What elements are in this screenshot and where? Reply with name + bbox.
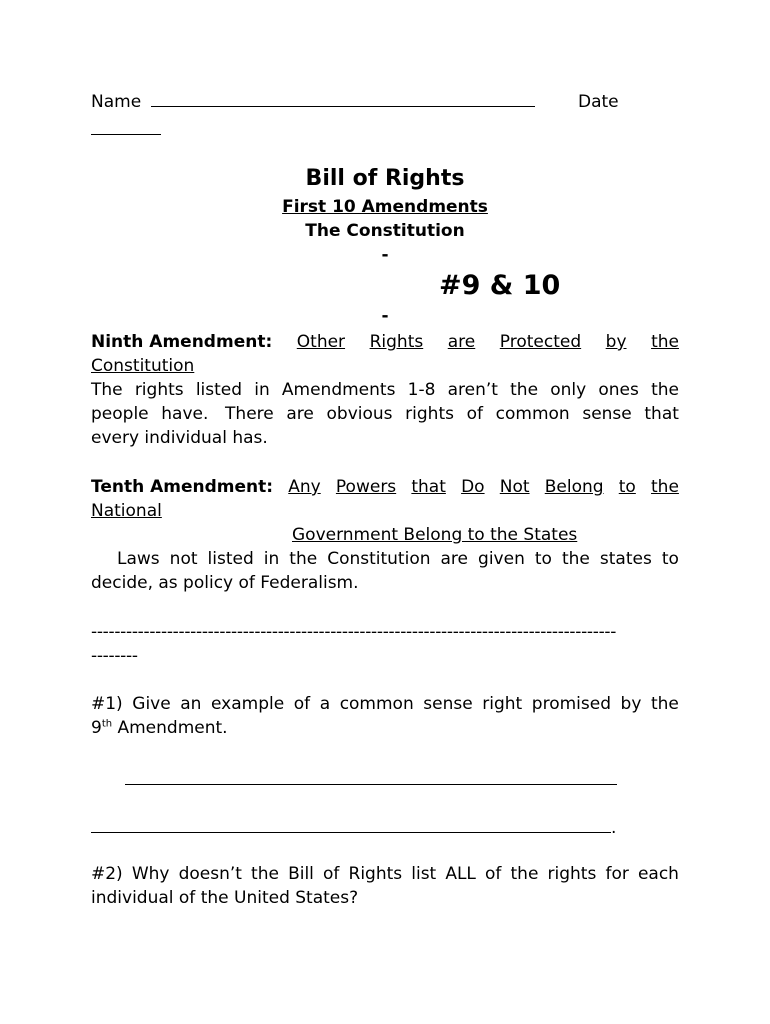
word: the [651,380,679,400]
ninth-topic-word: Rights [369,332,424,352]
separator-line-cont: -------- [91,646,138,666]
word: rights [405,404,454,424]
word: Laws [117,549,160,569]
word: the [510,380,539,400]
word: listed [207,549,254,569]
word: #1) [91,694,123,714]
tenth-heading-row [91,477,679,497]
word: rights [547,864,597,884]
amendment-number: #9 & 10 [439,270,561,301]
page-subtitle: First 10 Amendments [282,197,488,217]
tenth-heading: Tenth Amendment: [91,477,274,497]
word: that [644,404,679,424]
word: of [466,404,484,424]
word: #2) [91,864,123,884]
word: to [661,549,679,569]
word: to [534,549,552,569]
word: The [91,380,123,400]
word: the [289,549,318,569]
word: example [211,694,285,714]
word: common [495,404,570,424]
tenth-topic-word: Powers [335,477,397,497]
word: Constitution [327,549,431,569]
word: sense [582,404,632,424]
worksheet-page [91,0,679,1024]
name-label: Name [91,92,142,112]
word: an [180,694,202,714]
word: the [510,864,539,884]
word: Rights [348,864,403,884]
word: list [411,864,437,884]
tenth-topic-word: Any [288,477,321,497]
answer-1-line-a[interactable] [125,770,617,790]
separator-line: ------------------------------------------------------------------------------------------ [91,622,617,642]
word: a [319,694,331,714]
word: of [485,864,502,884]
date-label: Date [578,92,619,112]
word: not [169,549,198,569]
word: the [251,864,279,884]
question-2-line [91,864,679,884]
word: There [225,404,274,424]
word: of [293,694,311,714]
word: sense [423,694,473,714]
title-dash-bottom: - [381,306,389,326]
word: states [599,549,652,569]
word: Amendments [281,380,396,400]
ninth-topic-word: Other [296,332,346,352]
ordinal-number: 9 [91,718,102,738]
word: of [323,864,340,884]
ninth-topic-word: by [605,332,627,352]
ordinal-suffix: th [101,718,113,730]
word: given [478,549,525,569]
word: the [650,694,679,714]
word: 1-8 [407,380,436,400]
tenth-body-line [117,549,679,569]
tenth-topic-word: Belong [544,477,604,497]
tenth-topic-word: the [651,477,679,497]
word: common [339,694,414,714]
question-1-line2 [91,718,228,738]
page-source: The Constitution [305,221,465,241]
tenth-topic-word: that [411,477,446,497]
answer-period: . [611,818,617,838]
question-2-line2: individual of the United States? [91,888,359,908]
word: are [286,404,314,424]
word: Why [131,864,170,884]
tenth-topic-word: Not [499,477,530,497]
amendment-word: Amendment. [112,718,228,738]
word: each [637,864,679,884]
answer-blank[interactable] [91,831,611,833]
word: are [440,549,469,569]
word: ones [598,380,639,400]
answer-1-line-b[interactable] [91,818,616,838]
word: Bill [288,864,314,884]
ninth-topic-word: Protected [499,332,582,352]
word: listed [195,380,243,400]
page-title: Bill of Rights [305,166,465,191]
ninth-body-line [91,380,679,400]
date-row [91,120,161,140]
word: rights [134,380,184,400]
word: have. [161,404,209,424]
word: Give [132,694,171,714]
ninth-body-last: every individual has. [91,428,268,448]
word: by [620,694,642,714]
ninth-topic-word: the [651,332,679,352]
tenth-topic-line2: Government Belong to the States [292,525,578,545]
ninth-heading: Ninth Amendment: [91,332,273,352]
word: promised [531,694,611,714]
name-blank[interactable] [151,105,535,107]
word: people [91,404,149,424]
word: in [263,549,280,569]
tenth-topic-word: Do [461,477,485,497]
tenth-topic-cont: National [91,501,162,521]
word: aren’t [447,380,498,400]
word: doesn’t [178,864,242,884]
name-row [91,92,535,112]
word: for [605,864,629,884]
ninth-body-line [91,404,679,424]
word: ALL [445,864,476,884]
question-1-line [91,694,679,714]
tenth-topic-word: to [618,477,636,497]
word: the [561,549,590,569]
word: in [254,380,270,400]
title-dash-top: - [381,245,389,265]
ninth-topic-cont: Constitution [91,356,195,376]
tenth-body-last: decide, as policy of Federalism. [91,573,359,593]
ninth-heading-row [91,332,679,352]
word: right [482,694,523,714]
word: obvious [326,404,393,424]
word: only [550,380,587,400]
answer-blank[interactable] [125,783,617,785]
ninth-topic-word: are [447,332,476,352]
date-blank[interactable] [91,133,161,135]
